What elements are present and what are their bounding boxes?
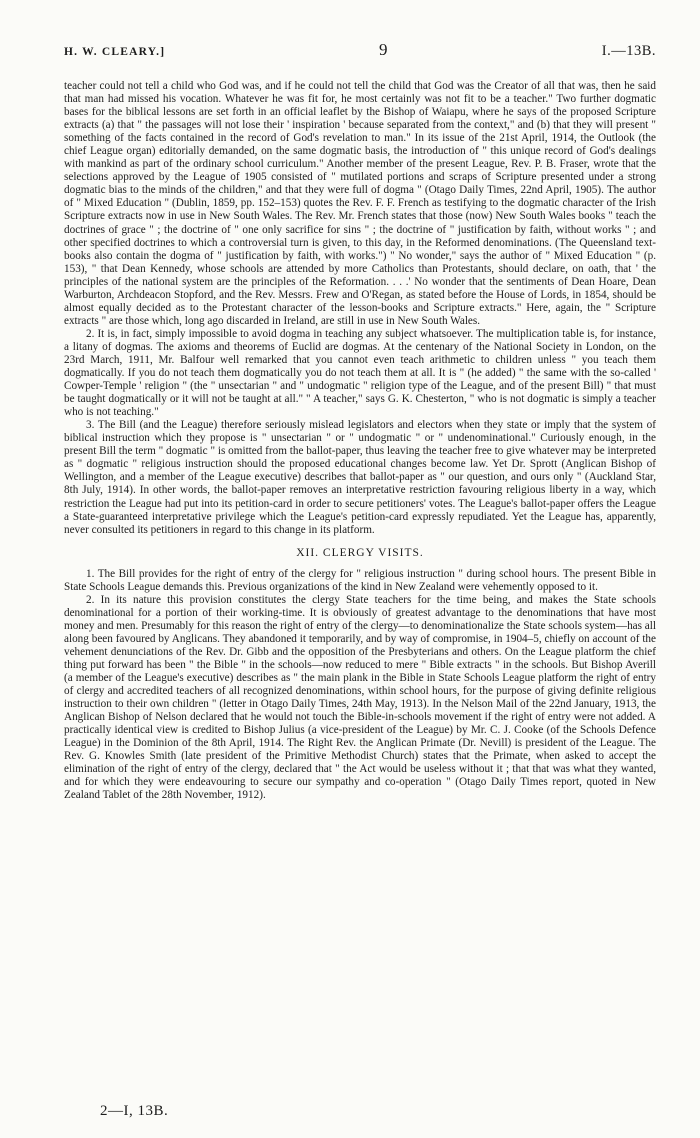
- paragraph-dogma: 2. It is, in fact, simply impossible to avoid dogma in teaching any subject whatsoever. The multiplication table is, for instance, a litany of dogmas. The axioms and theorems of Euclid are dogmas. At the centenary of the National Society in London, on the 23rd March, 1911, Mr. Balfour well remarked that you cannot even teach arithmetic to children unless " you teach them dogmatically. If you do not teach them dogmatically you do not teach them at all. It is " (he added) " the same with the so-called ' Cowper-Temple ' religion " (the " unsectarian " and " undogmatic " religion type of the League, and of the present Bill) " that must be taught dogmatically or it will not be taught at all." " A teacher," says G. K. Chesterton, " who is not dogmatic is simply a teacher who is not teaching.": [64, 327, 656, 419]
- paragraph-clergy-teachers: 2. In its nature this provision constitutes the clergy State teachers for the time being, and makes the State schools denominational for a portion of their working-time. It is obviously of greatest advantage to the denominations that have most money and men. Presumably for this reason the right of entry of the clergy—to denominationalize the State schools system—has all along been favoured by Anglicans. They abandoned it temporarily, and by way of compromise, in 1904–5, chiefly on account of the vehement denunciations of the Rev. Dr. Gibb and the opposition of the Presbyterians and others. On the League platform the chief thing put forward has been " the Bible " in the schools—now reduced to mere " Bible extracts " in the schools. But Bishop Averill (a member of the League's executive) describes as " the main plank in the Bible in State Schools League platform the right of entry of clergy and accredited teachers of all recognized denominations, within school hours, for the purpose of giving definite religious instruction to their own children " (letter in Otago Daily Times, 24th May, 1913). In the Nelson Mail of the 22nd January, 1913, the Anglican Bishop of Nelson declared that he would not touch the Bible-in-schools movement if the right of entry were not added. A practically identical view is credited to Bishop Julius (a vice-president of the League) by Mr. C. J. Cooke (of the Schools Defence League) in the Dominion of the 8th April, 1914. The Right Rev. the Anglican Primate (Dr. Nevill) is president of the League. The Rev. G. Knowles Smith (late president of the Primitive Methodist Church) states that the Primate, when asked to accept the elimination of the right of entry of the clergy, declared that " the Act would be useless without it ; that that was what they wanted, and for which they were endeavouring to secure our sympathy and co-operation " (Otago Daily Times report, quoted in New Zealand Tablet of the 28th November, 1912).: [64, 593, 656, 802]
- signature-mark: 2—I, 13B.: [100, 1103, 169, 1119]
- paragraph-right-of-entry: 1. The Bill provides for the right of entry of the clergy for " religious instruction " during school hours. The present Bible in State Schools League demands this. Previous organizations of the kind in New Zealand were vehemently opposed to it.: [64, 567, 656, 593]
- header-author: H. W. CLEARY.]: [64, 46, 166, 58]
- document-reference: I.—13B.: [601, 43, 656, 59]
- section-heading: XII. CLERGY VISITS.: [296, 546, 424, 559]
- body-text: [64, 80, 656, 803]
- paragraph-continuation: teacher could not tell a child who God was, and if he could not tell the child that God was the Creator of all that was, then he said that man had missed his vocation. Whatever he was fit for, he most certainly was not fit to be a teacher." Two further dogmatic bases for the biblical lessons are set forth in an official leaflet by the Bishop of Waiapu, where he says of the proposed Scripture extracts (a) that " the passages will not lose their ' inspiration ' because separated from the context," and (b) that they will present " something of the facts contained in the record of God's revelation to man." In its issue of the 21st April, 1914, the Outlook (the chief League organ) editorially demanded, on the same dogmatic basis, the introduction of " this unique record of God's dealings with mankind as part of the ordinary school curriculum." Another member of the present League, Rev. P. B. Fraser, wrote that the selections approved by the League of 1905 consisted of " mutilated portions and scraps of Scripture presented under a strong dogmatic bias to the minds of the children," and that they were full of dogma " (Otago Daily Times, 22nd April, 1905). The author of " Mixed Education " (Dublin, 1859, pp. 152–153) quotes the Rev. F. F. French as testifying to the dogmatic character of the Irish Scripture extracts now in use in New South Wales. The Rev. Mr. French states that those (now) New South Wales books " teach the doctrines of grace " ; the doctrine of " one only sacrifice for sins " ; the doctrine of " justification by faith, without works " ; and other specified doctrines to which a controversial turn is given, to this day, in the Reformed denominations. (The Queensland text-books also contain the dogma of " justification by faith, with works.") " No wonder," says the author of " Mixed Education " (p. 153), " that Dean Kennedy, whose schools are attended by more Catholics than Protestants, should declare, on oath, that ' the principles of the national system are the principles of the Reformation. . . .' No wonder that the sentiments of Dean Hoare, Dean Warburton, Archdeacon Stopford, and the Rev. Messrs. Frew and O'Regan, as stated before the House of Lords, in 1854, should be almost equally decided as to the Protestant character of the lesson-books and Scripture extracts." Here, again, the " Scripture extracts " are those which, long ago discarded in Ireland, are still in use in New South Wales.: [64, 80, 656, 327]
- page-number: 9: [379, 40, 389, 59]
- paragraph-bill-mislead: 3. The Bill (and the League) therefore seriously mislead legislators and electors when they state or imply that the system of biblical instruction which they propose is " unsectarian " or " undogmatic " or " undenominational." Curiously enough, in the present Bill the term " dogmatic " is omitted from the ballot-paper, thus leaving the teacher free to give whatever may be interpreted as " dogmatic " religious instruction should the proposed educational changes become law. Yet Dr. Sprott (Anglican Bishop of Wellington, and a member of the League executive) describes that ballot-paper as " our question, and ours only " (Auckland Star, 8th July, 1914). In other words, the ballot-paper removes an interpretative restriction favouring religious liberty in a way, which restriction the League had put into its petition-card in order to secure petitioners' votes. The League's ballot-paper offers the League a State-guaranteed interpretative privilege which the League's petition-card expressly repudiated. Yet the League has, apparently, never consulted its petitioners in regard to this change in its platform.: [64, 419, 656, 536]
- page-header: [64, 40, 656, 60]
